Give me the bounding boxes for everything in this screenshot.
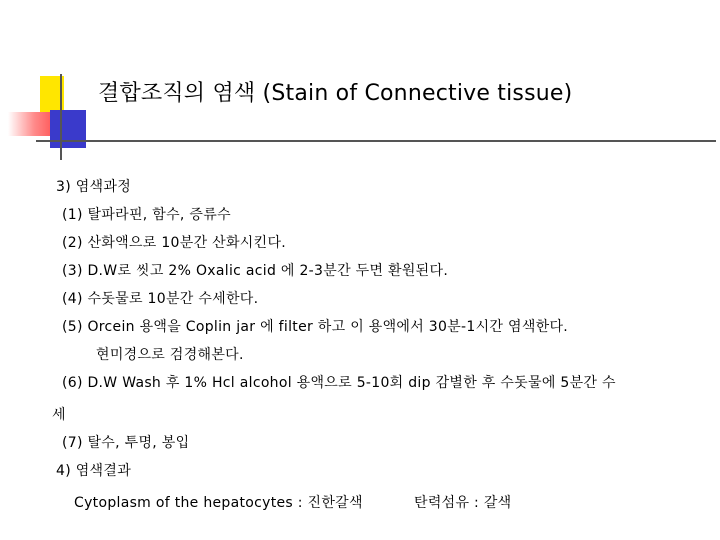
step-3: (3) D.W로 씻고 2% Oxalic acid 에 2-3분간 두면 환원된다. — [62, 263, 449, 279]
red-accent-square — [8, 112, 52, 136]
section-heading-results: 4) 염색결과 — [56, 463, 132, 479]
vertical-rule — [60, 74, 62, 160]
step-7: (7) 탈수, 투명, 봉입 — [62, 435, 190, 451]
step-2: (2) 산화액으로 10분간 산화시킨다. — [62, 235, 287, 251]
title-divider — [36, 140, 716, 142]
step-5-continuation: 현미경으로 검경해본다. — [96, 347, 244, 363]
blue-accent-square — [50, 110, 86, 148]
section-heading-process: 3) 염색과정 — [56, 179, 132, 195]
slide-title: 결합조직의 염색 (Stain of Connective tissue) — [98, 81, 573, 106]
step-5: (5) Orcein 용액을 Coplin jar 에 filter 하고 이 용액에서 30분-1시간 염색한다. — [62, 319, 569, 335]
step-6-continuation: 세 — [52, 407, 66, 423]
result-cytoplasm: Cytoplasm of the hepatocytes : 진한갈색 — [74, 495, 363, 511]
step-1: (1) 탈파라핀, 함수, 증류수 — [62, 207, 231, 223]
step-6: (6) D.W Wash 후 1% Hcl alcohol 용액으로 5-10회 dip 감별한 후 수돗물에 5분간 수 — [62, 375, 616, 391]
step-4: (4) 수돗물로 10분간 수세한다. — [62, 291, 259, 307]
result-elastic-fiber: 탄력섬유 : 갈색 — [414, 495, 512, 511]
